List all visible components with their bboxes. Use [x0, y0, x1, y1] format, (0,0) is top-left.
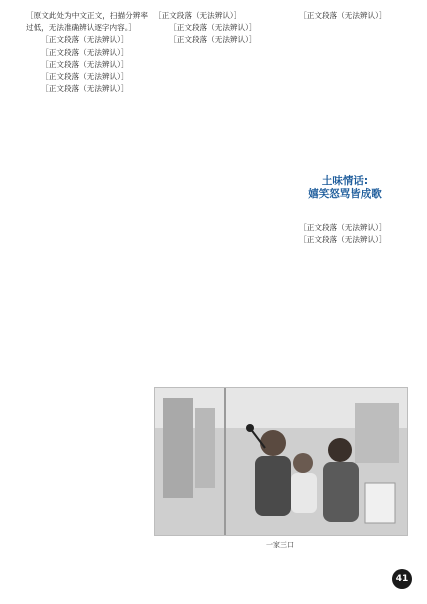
paragraph: ［正文段落（无法辨认）］	[169, 35, 257, 45]
article-column-1	[26, 10, 148, 570]
article-column-2	[154, 10, 272, 178]
paragraph: ［正文段落（无法辨认）］	[41, 35, 129, 45]
paragraph: ［正文段落（无法辨认）］	[299, 235, 387, 245]
section-heading	[284, 175, 406, 201]
photo-caption: 一家三口	[266, 541, 294, 549]
section-heading-line-2: 嬉笑怒骂皆成歌	[308, 188, 382, 200]
article-column-3-bottom	[284, 222, 406, 390]
article-column-3-top	[284, 10, 406, 138]
paragraph: ［正文段落（无法辨认）］	[169, 23, 257, 33]
recording-studio-photo	[155, 388, 407, 535]
paragraph: ［正文段落（无法辨认）］	[41, 59, 129, 69]
paragraph: ［正文段落（无法辨认）］	[154, 11, 242, 20]
family-photo	[154, 387, 408, 536]
paragraph: ［正文段落（无法辨认）］	[299, 223, 387, 232]
section-heading-line-1: 土味情话:	[321, 175, 369, 187]
paragraph: ［正文段落（无法辨认）］	[41, 47, 129, 57]
paragraph: ［原文此处为中文正文，扫描分辨率过低，无法准确辨认逐字内容。］	[26, 11, 148, 33]
paragraph: ［正文段落（无法辨认）］	[41, 72, 129, 82]
page-number-badge: 41	[392, 569, 412, 589]
paragraph: ［正文段落（无法辨认）］	[41, 84, 129, 94]
paragraph: ［正文段落（无法辨认）］	[299, 11, 387, 20]
